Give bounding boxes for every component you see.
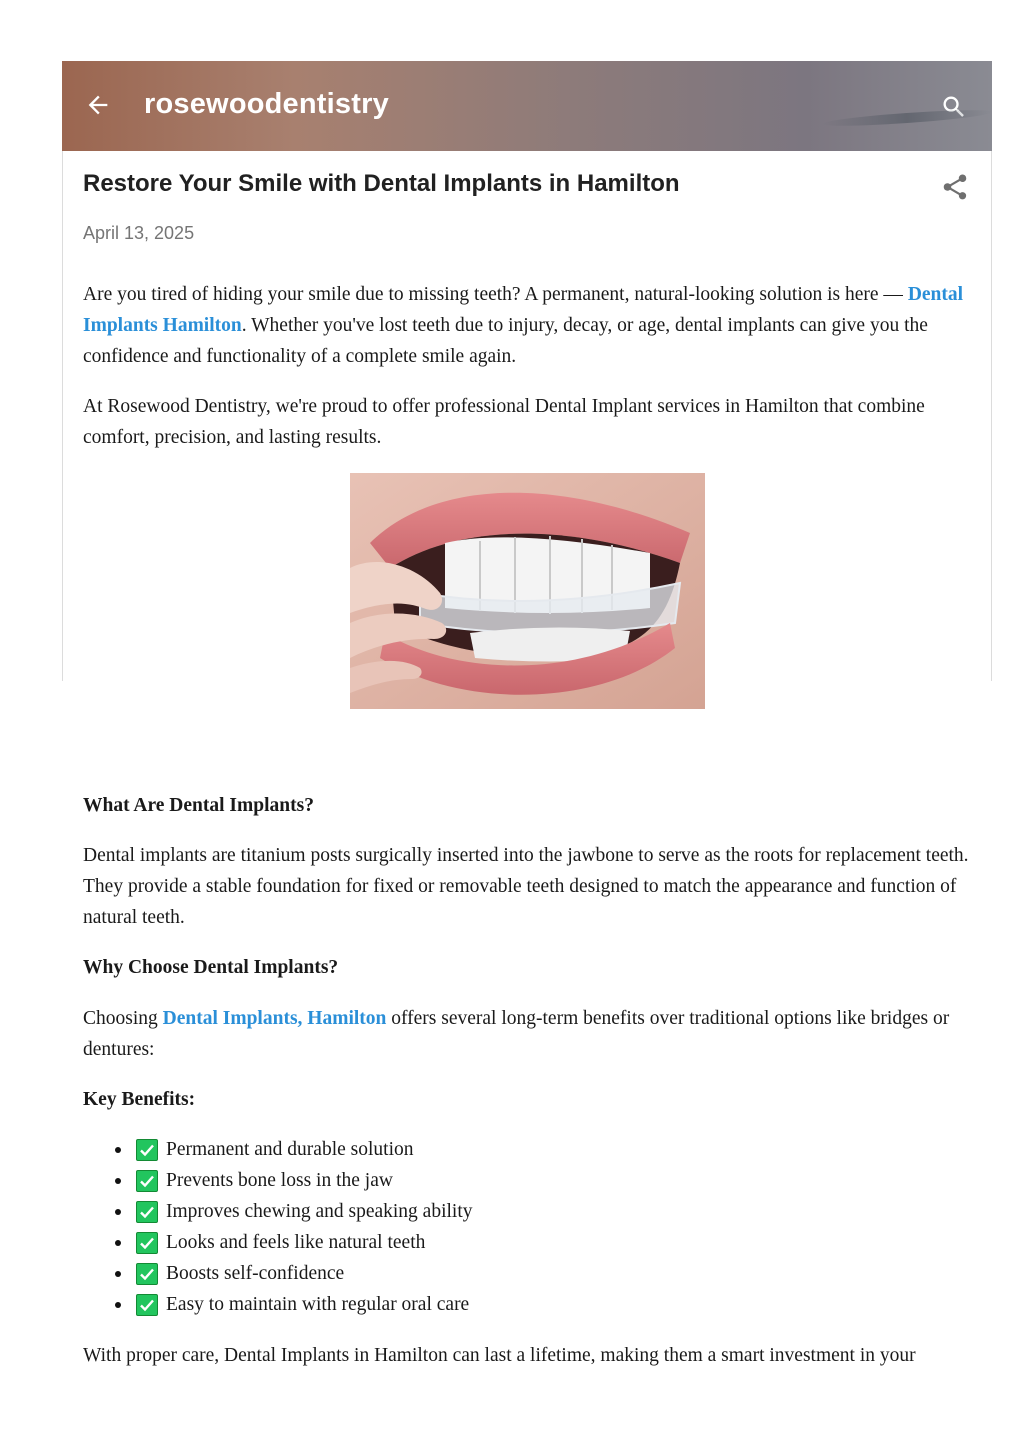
back-arrow-icon[interactable] xyxy=(84,91,112,119)
site-title[interactable]: rosewoodentistry xyxy=(144,88,389,120)
list-item xyxy=(83,1196,473,1227)
dental-implants-hamilton-link[interactable]: Dental Implants Hamilton xyxy=(83,284,964,336)
check-mark-icon xyxy=(136,1170,158,1192)
search-icon[interactable] xyxy=(940,93,968,121)
check-mark-icon xyxy=(136,1139,158,1161)
closing-paragraph: With proper care, Dental Implants in Hamilton can last a lifetime, making them a smart investment in your xyxy=(83,1345,916,1366)
check-mark-icon xyxy=(136,1263,158,1285)
section-heading-why: Why Choose Dental Implants? xyxy=(83,957,339,978)
post-title: Restore Your Smile with Dental Implants in Hamilton xyxy=(83,170,680,197)
intro-text: Are you tired of hiding your smile due to missing teeth? A permanent, natural-looking solution is here — xyxy=(83,284,908,305)
dental-implants-hamilton-link-2[interactable]: Dental Implants, Hamilton xyxy=(162,1008,387,1029)
intro-paragraph xyxy=(83,279,973,372)
what-paragraph: Dental implants are titanium posts surgically inserted into the jawbone to serve as the roots for replacement teeth. They provide a stable foundation for fixed or removable teeth designed to match the appearance and function of natural teeth. xyxy=(83,845,969,928)
share-icon[interactable] xyxy=(940,172,970,202)
why-text: Choosing xyxy=(83,1008,163,1029)
benefit-text: Looks and feels like natural teeth xyxy=(166,1231,426,1253)
post-date: April 13, 2025 xyxy=(83,223,195,243)
benefit-text: Boosts self-confidence xyxy=(166,1262,345,1284)
blog-header xyxy=(62,61,992,151)
benefits-heading: Key Benefits: xyxy=(83,1089,196,1110)
list-item xyxy=(83,1289,473,1320)
benefit-text: Prevents bone loss in the jaw xyxy=(166,1169,393,1191)
why-paragraph xyxy=(83,1003,973,1065)
about-paragraph: At Rosewood Dentistry, we're proud to offer professional Dental Implant services in Hamilton that combine comfort, precision, and lasting results. xyxy=(83,396,925,448)
benefit-text: Easy to maintain with regular oral care xyxy=(166,1293,470,1315)
benefits-list xyxy=(83,1134,473,1320)
list-item xyxy=(83,1258,473,1289)
check-mark-icon xyxy=(136,1294,158,1316)
check-mark-icon xyxy=(136,1201,158,1223)
list-item xyxy=(83,1227,473,1258)
list-item xyxy=(83,1134,473,1165)
section-heading-what: What Are Dental Implants? xyxy=(83,795,314,816)
why-text-rest: offers several long-term benefits over traditional options like bridges or dentures: xyxy=(83,1008,950,1060)
intro-text-rest: . Whether you've lost teeth due to injury, decay, or age, dental implants can give you the confidence and functionality of a complete smile again. xyxy=(83,315,928,367)
benefit-text: Improves chewing and speaking ability xyxy=(166,1200,473,1222)
hero-image-teeth-aligner xyxy=(350,473,705,709)
teeth-aligner-illustration xyxy=(350,473,705,709)
list-item xyxy=(83,1165,473,1196)
check-mark-icon xyxy=(136,1232,158,1254)
benefit-text: Permanent and durable solution xyxy=(166,1138,414,1160)
